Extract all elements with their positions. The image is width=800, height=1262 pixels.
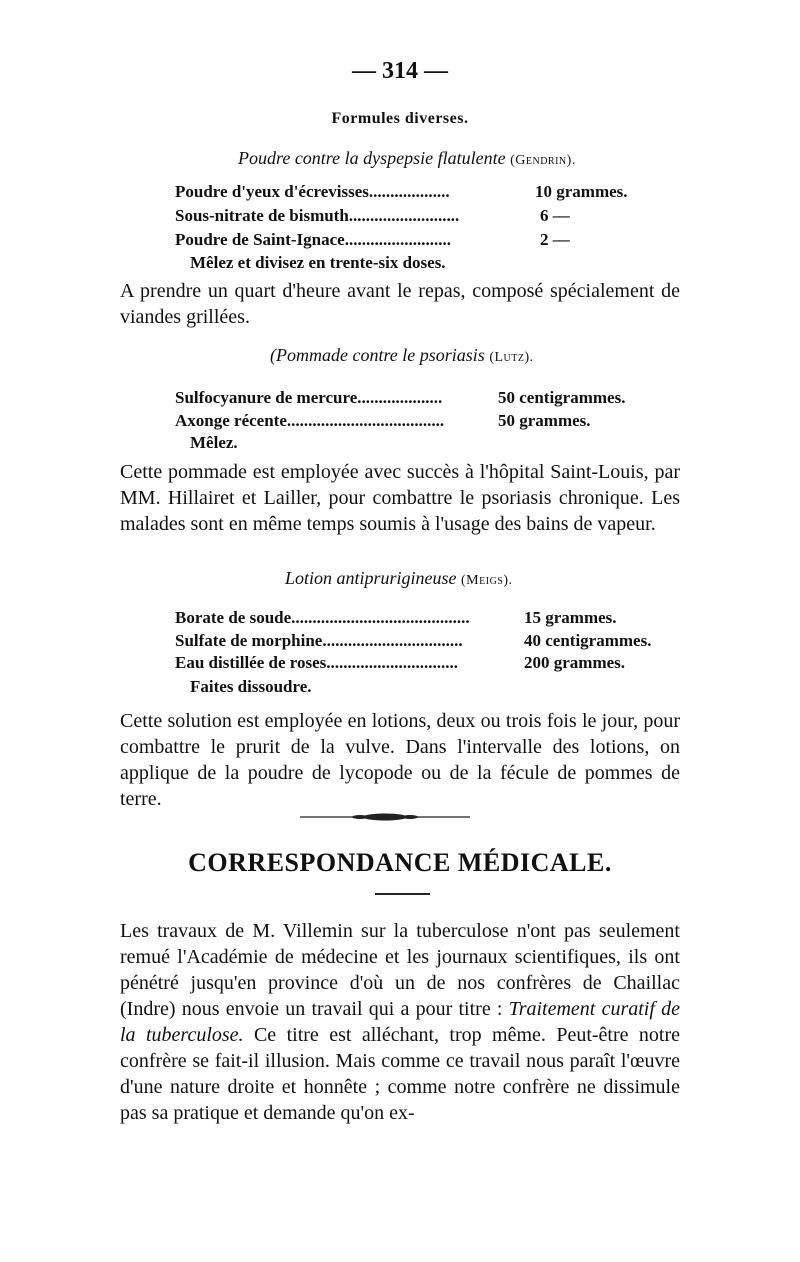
recipe-author: (Gendrin). xyxy=(510,153,576,168)
paragraph: Cette solution est employée en lotions, deux ou trois fois le jour, pour combattre le prurit de la vulve. Dans l'intervalle des lotions, on applique de la poudre de lycopode ou de la fécule de pommes de terre. xyxy=(120,710,680,810)
recipe-qty: 50 grammes. xyxy=(498,411,591,430)
recipe-qty: 50 centigrammes. xyxy=(498,388,626,407)
paragraph: Cette pommade est employée avec succès à l'hôpital Saint-Louis, par MM. Hillairet et Lailler, pour combattre le psoriasis chronique. Les malades sont en même temps soumis à l'usage des bains de vapeur. xyxy=(120,461,680,535)
recipe-qty: 40 centigrammes. xyxy=(524,631,652,650)
recipe-qty: 15 grammes. xyxy=(524,608,617,627)
recipe-qty: 10 grammes. xyxy=(535,182,628,201)
recipe-name: (Pommade contre le psoriasis xyxy=(270,345,485,365)
ornament-divider xyxy=(300,813,470,821)
work-title: Traitement curatif de la tuberculose. xyxy=(120,998,680,1046)
section-title-formules: Formules diverses. xyxy=(331,110,469,127)
page-number: — 314 — xyxy=(352,58,448,84)
recipe-instruction: Mêlez. xyxy=(190,433,238,452)
recipe-title xyxy=(238,148,576,169)
section-rule xyxy=(375,893,430,895)
recipe-line: Axonge récente..................................... xyxy=(175,411,445,430)
paragraph-text: Les travaux de M. Villemin sur la tuberculose n'ont pas seulement remué l'Académie de médecine et les journaux scientifiques, ils ont pénétré jusqu'en province d'où un de nos confrères de Chaillac (Indre) nous envoie un travail qui a pour titre : xyxy=(120,920,680,1020)
section-title-correspondance: CORRESPONDANCE MÉDICALE. xyxy=(188,848,612,877)
recipe-line: Sulfate de morphine................................. xyxy=(175,631,463,650)
recipe-line: Poudre d'yeux d'écrevisses................... xyxy=(175,182,450,201)
paragraph-text: Ce titre est alléchant, trop même. Peut-être notre confrère se fait-il illusion. Mais comme ce travail nous paraît l'œuvre d'une nature droite et honnête ; comme notre confrère ne dissimule pas sa pratique et demande qu'on ex- xyxy=(120,1024,681,1124)
recipe-line: Sous-nitrate de bismuth.......................... xyxy=(175,206,460,225)
recipe-line: Eau distillée de roses............................... xyxy=(175,653,459,672)
recipe-qty: 6 — xyxy=(540,206,570,225)
recipe-line: Sulfocyanure de mercure.................... xyxy=(175,388,443,407)
recipe-instruction: Mêlez et divisez en trente-six doses. xyxy=(190,253,446,272)
recipe-author: (Meigs). xyxy=(461,573,513,588)
recipe-title xyxy=(285,568,513,589)
recipe-line: Borate de soude.......................................... xyxy=(175,608,470,627)
paragraph xyxy=(120,918,680,1126)
recipe-title xyxy=(270,345,534,366)
paragraph: A prendre un quart d'heure avant le repas, composé spécialement de viandes grillées. xyxy=(120,280,680,328)
recipe-author: (Lutz). xyxy=(489,350,534,365)
recipe-qty: 200 grammes. xyxy=(524,653,626,672)
recipe-instruction: Faites dissoudre. xyxy=(190,677,312,696)
recipe-line: Poudre de Saint-Ignace......................... xyxy=(175,230,451,249)
recipe-qty: 2 — xyxy=(540,230,570,249)
recipe-name: Lotion antiprurigineuse xyxy=(285,568,457,588)
recipe-name: Poudre contre la dyspepsie flatulente xyxy=(238,148,506,168)
